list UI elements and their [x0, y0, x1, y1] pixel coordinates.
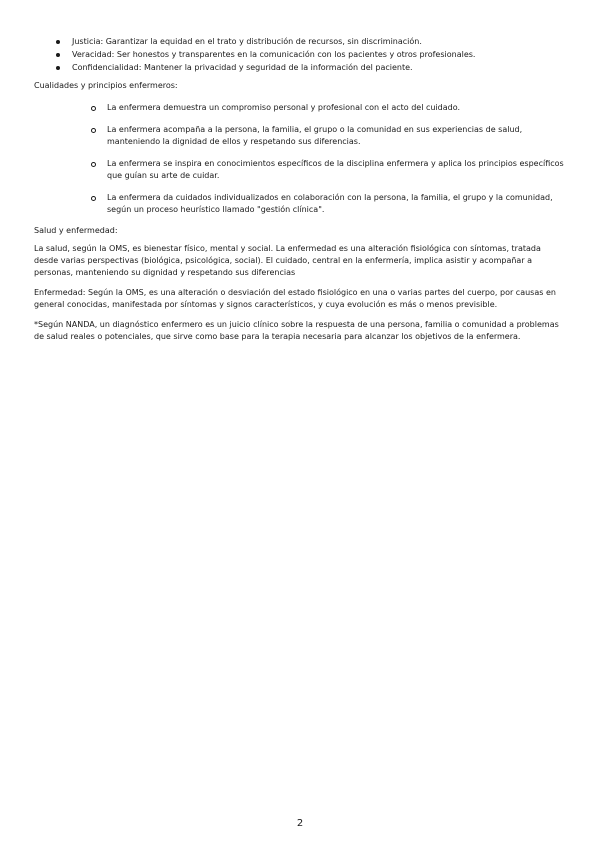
- principle-text: Ser honestos y transparentes en la comunicación con los pacientes y otros profesionales.: [116, 50, 476, 59]
- list-item: [34, 102, 564, 114]
- circle-bullet-icon: [91, 128, 96, 133]
- quality-text: La enfermera da cuidados individualizados en colaboración con la persona, la familia, el grupo y la comunidad, según un proceso heurístico llamado "gestión clínica".: [107, 193, 553, 214]
- principle-text: Garantizar la equidad en el trato y distribución de recursos, sin discriminación.: [105, 37, 422, 46]
- bullet-icon: [56, 53, 60, 57]
- disease-paragraph: Enfermedad: Según la OMS, es una alteración o desviación del estado fisiológico en una o varias partes del cuerpo, por causas en general conocidas, manifestada por síntomas y signos característicos, y cuya evolución es más o menos previsible.: [34, 288, 556, 309]
- list-item: Confidencialidad: Mantener la privacidad y seguridad de la información del paciente.: [34, 62, 564, 74]
- principle-text: Mantener la privacidad y seguridad de la información del paciente.: [143, 63, 413, 72]
- nanda-paragraph: *Según NANDA, un diagnóstico enfermero es un juicio clínico sobre la respuesta de una persona, familia o comunidad a problemas de salud reales o potenciales, que sirve como base para la terapia necesaria para alcanzar los objetivos de la enfermera.: [34, 320, 559, 341]
- quality-text: La enfermera se inspira en conocimientos específicos de la disciplina enfermera y aplica los principios específicos que guían su arte de cuidar.: [107, 159, 564, 180]
- document-page: [34, 36, 564, 351]
- page-number: 2: [296, 818, 304, 829]
- qualities-heading: Cualidades y principios enfermeros:: [34, 81, 178, 90]
- list-item: Justicia: Garantizar la equidad en el trato y distribución de recursos, sin discriminación.: [34, 36, 564, 48]
- bullet-icon: [56, 66, 60, 70]
- bullet-icon: [56, 40, 60, 44]
- principle-term: Justicia: [72, 37, 101, 46]
- circle-bullet-icon: [91, 162, 96, 167]
- list-item: [34, 158, 564, 182]
- qualities-list: [34, 102, 564, 216]
- health-heading: Salud y enfermedad:: [34, 226, 118, 235]
- circle-bullet-icon: [91, 106, 96, 111]
- principle-term: Veracidad: [72, 50, 112, 59]
- quality-text: La enfermera demuestra un compromiso personal y profesional con el acto del cuidado.: [107, 103, 461, 112]
- list-item: [34, 192, 564, 216]
- health-paragraph: La salud, según la OMS, es bienestar físico, mental y social. La enfermedad es una alteración fisiológica con síntomas, tratada desde varias perspectivas (biológica, psicológica, social). El cuidado, central en la enfermería, implica asistir y acompañar a personas, manteniendo su dignidad y respetando sus diferencias: [34, 244, 541, 277]
- circle-bullet-icon: [91, 196, 96, 201]
- list-item: Veracidad: Ser honestos y transparentes en la comunicación con los pacientes y otros profesionales.: [34, 49, 564, 61]
- quality-text: La enfermera acompaña a la persona, la familia, el grupo o la comunidad en sus experiencias de salud, manteniendo la dignidad de ellos y respetando sus diferencias.: [107, 125, 523, 146]
- list-item: [34, 124, 564, 148]
- principle-term: Confidencialidad: [72, 63, 139, 72]
- principles-list: [34, 36, 564, 74]
